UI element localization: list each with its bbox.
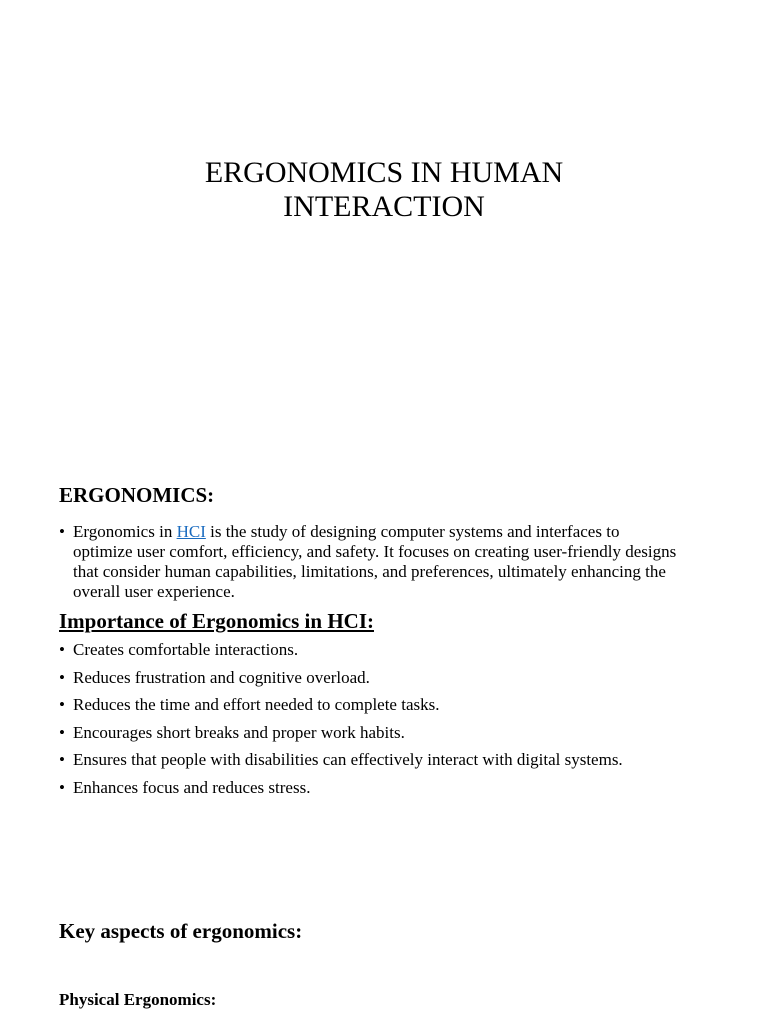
bullet-icon: •: [59, 750, 65, 770]
list-item: [59, 695, 699, 723]
list-item-text: Enhances focus and reduces stress.: [73, 777, 311, 797]
page-title: [0, 156, 768, 224]
list-item: [59, 723, 699, 751]
subsection-heading-physical: Physical Ergonomics:: [59, 990, 217, 1009]
hci-link[interactable]: HCI: [176, 522, 206, 541]
bullet-icon: •: [59, 722, 65, 742]
list-item-text: Encourages short breaks and proper work habits.: [73, 722, 405, 742]
section-heading-key-aspects: Key aspects of ergonomics:: [59, 919, 303, 943]
intro-text-before-link: Ergonomics in: [73, 522, 177, 541]
list-item: [59, 522, 699, 602]
list-item-text: Ensures that people with disabilities can effectively interact with digital systems.: [73, 750, 623, 770]
bullet-icon: •: [59, 695, 65, 715]
list-item: [59, 640, 699, 668]
section-heading-importance: Importance of Ergonomics in HCI:: [59, 609, 374, 633]
bullet-icon: •: [59, 777, 65, 797]
section-heading-ergonomics: ERGONOMICS:: [59, 483, 215, 507]
bullet-icon: •: [59, 522, 65, 541]
bullet-icon: •: [59, 667, 65, 687]
list-item: [59, 778, 699, 806]
list-item-text: Creates comfortable interactions.: [73, 640, 299, 659]
importance-list: [59, 640, 699, 806]
bullet-icon: •: [59, 640, 65, 659]
list-item: [59, 750, 699, 778]
intro-text-after-link: is the study of designing computer systems and interfaces to optimize user comfort, efficiency, and safety. It focuses on creating user-friendly designs that consider human capabilities, limitations, and preferences, ultimately enhancing the overall user experience.: [73, 522, 677, 601]
list-item: [59, 668, 699, 696]
page-title-line-1: ERGONOMICS IN HUMAN: [204, 156, 564, 189]
ergonomics-intro-list: [59, 522, 699, 602]
page-title-line-2: INTERACTION: [283, 190, 485, 223]
list-item-text: Reduces frustration and cognitive overload.: [73, 667, 370, 687]
list-item-text: Reduces the time and effort needed to complete tasks.: [73, 695, 440, 715]
